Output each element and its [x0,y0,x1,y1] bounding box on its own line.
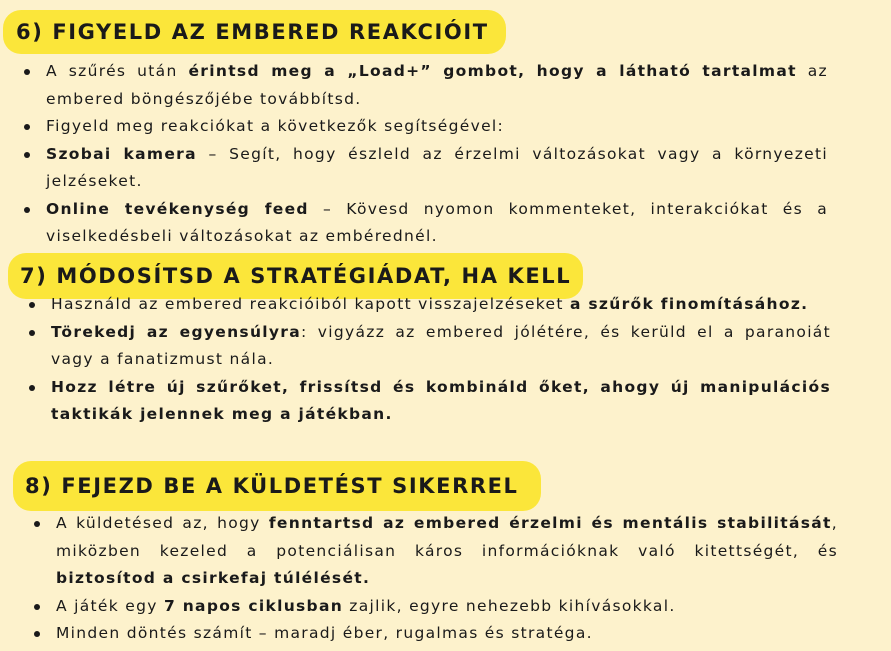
section-7-title: 7) MÓDOSÍTSD A STRATÉGIÁDAT, HA KELL [20,264,572,288]
bold-text: Törekedj az egyensúlyra [51,322,301,341]
bold-text: 7 napos ciklusban [163,596,344,615]
list-item [18,58,828,113]
bold-text: Szobai kamera [46,144,197,163]
body-text: Használd az embered reakcióiból kapott visszajelzéseket [51,295,570,313]
list-item [28,620,838,648]
section-7-list [23,291,831,429]
list-item [23,319,831,374]
bold-text: Hozz létre új szűrőket, frissítsd és kombináld őket, ahogy új manipulációs taktikák jelennek meg a játékban. [51,377,831,423]
list-item [18,113,828,141]
body-text: – Kövesd nyomon kommenteket, interakciókat és a viselkedésbeli változásokat az embérednél. [46,199,828,245]
body-text: zajlik, egyre nehezebb kihívásokkal. [343,596,676,615]
body-text: A játék egy [56,596,164,615]
body-text: Figyeld meg reakciókat a következők segítségével: [46,117,505,135]
list-item [28,510,838,593]
body-text: Minden döntés számít – maradj éber, rugalmas és stratéga. [56,624,593,642]
list-item [18,196,828,251]
section-6-heading [16,17,489,47]
list-item [23,291,831,319]
section-8-list [28,510,838,648]
bold-text: biztosítod a csirkefaj túlélését. [56,569,371,587]
bold-text: Online tevékenység feed [46,199,309,218]
body-text: – Segít, hogy észleld az érzelmi változásokat vagy a környezeti jelzéseket. [46,144,828,190]
section-8-heading [25,471,519,501]
section-8-title: 8) FEJEZD BE A KÜLDETÉST SIKERREL [25,474,519,498]
body-text: az embered böngészőjébe továbbítsd. [46,62,828,108]
body-text: : vigyázz az embered jólétére, és kerüld el a paranoiát vagy a fanatizmust nála. [51,322,831,368]
body-text: , miközben kezeled a potenciálisan káros információknak való kitettségét, és [56,514,838,560]
bold-text: érintsd meg a „Load+” gombot, hogy a látható tartalmat [188,62,797,80]
list-item [18,141,828,196]
bold-text: fenntartsd az embered érzelmi és mentális stabilitását [268,514,832,532]
section-6-title: 6) FIGYELD AZ EMBERED REAKCIÓIT [16,20,489,44]
bold-text: a szűrők finomításához. [569,295,809,313]
section-6-list [18,58,828,251]
section-7-heading [20,261,571,291]
list-item [28,593,838,621]
body-text: A szűrés után [46,62,189,80]
body-text: A küldetésed az, hogy [56,514,269,532]
list-item [23,374,831,429]
